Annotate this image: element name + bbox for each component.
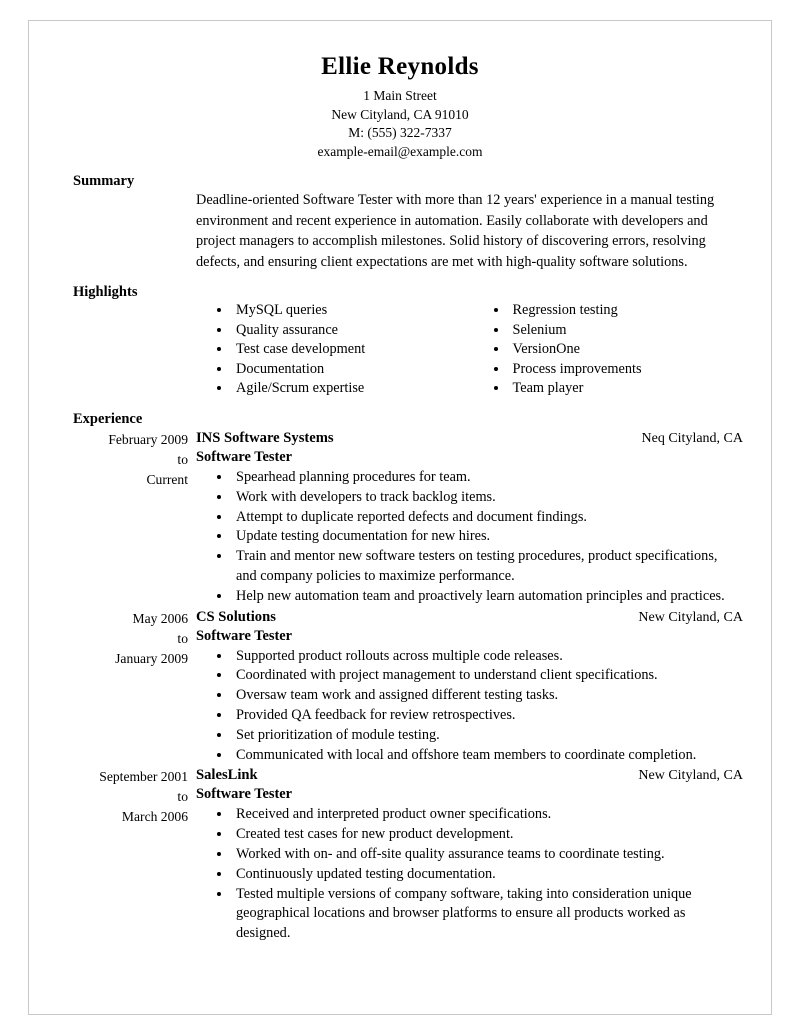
job-date-separator: to (177, 451, 188, 467)
job-dates (51, 767, 196, 827)
job-date-start: February 2009 (108, 431, 188, 447)
list-item: • Test case development (232, 340, 473, 360)
job-bullets (196, 647, 749, 766)
summary-section (51, 173, 749, 272)
job-location: New Cityland, CA (638, 609, 743, 625)
experience-section (51, 411, 749, 944)
list-item: • Provided QA feedback for review retrospectives. (232, 706, 749, 726)
resume-content (51, 39, 749, 1004)
contact-city-state-zip: New Cityland, CA 91010 (331, 106, 469, 122)
list-item: • Coordinated with project management to understand client specifications. (232, 666, 749, 686)
job-title-row (196, 609, 749, 626)
summary-text: Deadline-oriented Software Tester with more than 12 years' experience in a manual testing environment and recent experience in automation. Easily collaborate with developers and project managers to accomplish milestones. Solid history of discovering errors, resolving defects, and ensuring client expectations are met with high-quality software solutions. (196, 192, 715, 270)
list-item: • Tested multiple versions of company software, taking into consideration unique geographical locations and browser platforms to ensure all products worked as designed. (232, 885, 749, 944)
list-item: • Train and mentor new software testers on testing procedures, product specifications, and company policies to maximize performance. (232, 547, 749, 587)
job-dates (51, 430, 196, 490)
experience-heading: Experience (73, 410, 143, 427)
summary-row (51, 190, 749, 272)
highlights-left-column (196, 301, 473, 399)
list-item: • Process improvements (509, 360, 750, 380)
job-date-end: Current (146, 471, 188, 487)
list-item: • Created test cases for new product development. (232, 825, 749, 845)
job-location: Neq Cityland, CA (641, 430, 743, 446)
list-item: • MySQL queries (232, 301, 473, 321)
list-item: • Received and interpreted product owner specifications. (232, 805, 749, 825)
contact-phone: M: (555) 322-7337 (348, 125, 452, 140)
list-item: • Agile/Scrum expertise (232, 379, 473, 399)
list-item: • Supported product rollouts across multiple code releases. (232, 647, 749, 667)
experience-item (51, 430, 749, 607)
list-item: • Regression testing (509, 301, 750, 321)
job-bullets (196, 468, 749, 607)
job-title-row (196, 767, 749, 784)
resume-page (28, 20, 772, 1015)
job-location: New Cityland, CA (638, 768, 743, 784)
job-role: Software Tester (196, 448, 293, 465)
list-item: • Communicated with local and offshore team members to coordinate completion. (232, 746, 749, 766)
job-company: SalesLink (196, 767, 258, 784)
list-item: • Worked with on- and off-site quality assurance teams to coordinate testing. (232, 845, 749, 865)
list-item: • VersionOne (509, 340, 750, 360)
experience-item (51, 767, 749, 944)
highlights-heading: Highlights (73, 284, 138, 300)
highlights-right-list (473, 301, 750, 399)
contact-address: 1 Main Street (363, 88, 437, 103)
job-date-separator: to (177, 789, 188, 805)
list-item: • Help new automation team and proactively learn automation principles and practices. (232, 587, 749, 607)
list-item: • Documentation (232, 360, 473, 380)
summary-body (196, 190, 749, 272)
job-date-start: September 2001 (99, 769, 188, 785)
job-date-separator: to (177, 630, 188, 646)
job-title-row (196, 430, 749, 447)
job-date-end: March 2006 (121, 809, 188, 825)
job-bullets (196, 805, 749, 944)
list-item: • Continuously updated testing documentation. (232, 865, 749, 885)
job-date-end: January 2009 (115, 650, 188, 666)
list-item: • Attempt to duplicate reported defects and document findings. (232, 508, 749, 528)
highlights-row (51, 301, 749, 399)
candidate-name: Ellie Reynolds (321, 53, 479, 80)
list-item: • Quality assurance (232, 321, 473, 341)
job-role: Software Tester (196, 786, 293, 803)
job-company: CS Solutions (196, 608, 276, 625)
job-date-start: May 2006 (132, 610, 188, 626)
list-item: • Set prioritization of module testing. (232, 726, 749, 746)
highlights-columns (196, 301, 749, 399)
list-item: • Selenium (509, 321, 750, 341)
job-main (196, 430, 749, 607)
job-main (196, 767, 749, 944)
list-item: • Oversaw team work and assigned different testing tasks. (232, 686, 749, 706)
list-item: • Update testing documentation for new hires. (232, 527, 749, 547)
job-main (196, 609, 749, 766)
highlights-left-list (196, 301, 473, 399)
job-company: INS Software Systems (196, 429, 334, 446)
list-item: • Team player (509, 379, 750, 399)
job-dates (51, 609, 196, 669)
highlights-right-column (473, 301, 750, 399)
list-item: • Work with developers to track backlog items. (232, 488, 749, 508)
experience-item (51, 609, 749, 766)
job-role: Software Tester (196, 627, 293, 644)
highlights-section (51, 284, 749, 399)
contact-email: example-email@example.com (317, 143, 483, 159)
summary-heading: Summary (73, 173, 135, 189)
list-item: • Spearhead planning procedures for team. (232, 468, 749, 488)
